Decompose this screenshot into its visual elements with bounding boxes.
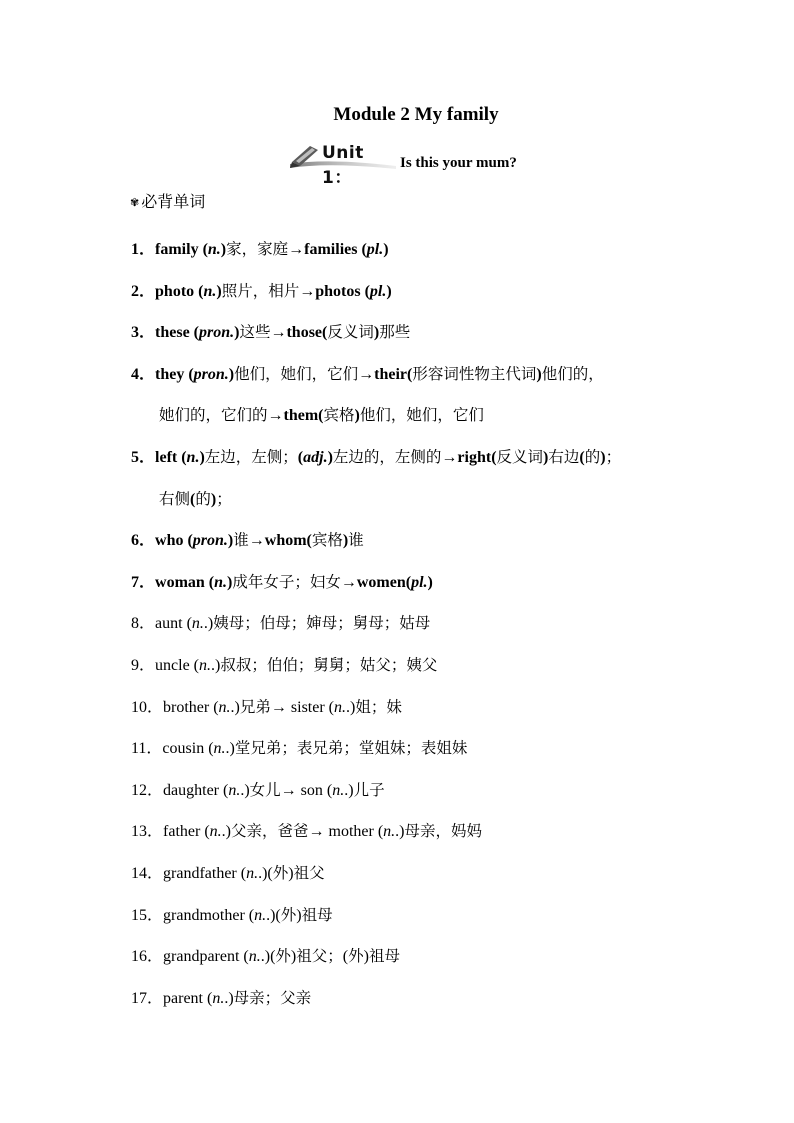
english-text: they ( [155,365,194,383]
chinese-gloss: 他们，她们，它们 [234,364,359,383]
english-text: ( [297,448,304,466]
chinese-gloss: 宾格 [323,406,355,425]
vocab-item [131,770,721,812]
item-number: 2． [131,282,156,300]
chinese-gloss: 他们的， [541,364,604,383]
chinese-gloss: 的 [195,489,211,508]
item-number: 1． [131,241,156,258]
english-text: ) [228,365,235,383]
chinese-gloss: 他们，她们，它们 [359,406,484,425]
part-of-speech: pl. [411,573,428,591]
vocab-item [131,853,721,895]
english-text: →those( [270,324,328,342]
chinese-gloss: 那些 [379,323,411,342]
item-number: 5． [131,448,156,466]
english-text: ) [210,490,217,508]
item-number: 15． [131,906,164,924]
english-text: left ( [155,448,187,466]
chinese-gloss: 谁 [233,531,249,550]
vocab-item [131,936,721,978]
english-text: parent ( [163,989,213,1007]
part-of-speech: n. [191,615,204,633]
part-of-speech: pron. [192,532,228,550]
english-text: ) [363,948,369,966]
item-number: 11． [131,740,163,758]
english-text: daughter ( [163,781,229,799]
english-text: .) [230,698,240,716]
english-text: these ( [155,324,199,342]
vocab-item [131,645,721,687]
chinese-gloss: 叔叔；伯伯；舅舅；姑父；姨父 [220,655,438,674]
english-text: grandparent ( [163,948,249,966]
vocab-item [131,562,721,604]
vocab-item [131,271,721,313]
english-text: ) [220,241,227,258]
item-number: 13． [131,823,164,841]
english-text: ) [536,365,542,383]
english-text: → son ( [280,781,333,799]
english-text: cousin ( [162,740,214,758]
english-text: →families ( [288,241,367,258]
part-of-speech: n. [203,282,217,300]
chinese-gloss: ； [216,489,232,508]
english-text: woman ( [155,573,215,591]
chinese-gloss: 外 [348,947,364,966]
english-text: ( [190,490,196,508]
vocabulary-list [131,229,721,1019]
part-of-speech: n. [246,864,259,882]
chinese-gloss: 反义词 [327,323,374,342]
part-of-speech: n. [199,656,211,674]
chinese-gloss: 照片，相片 [221,281,300,300]
english-text: .) [221,823,231,841]
chinese-gloss: 母亲，妈妈 [404,822,482,841]
english-text: brother ( [163,698,219,716]
chinese-gloss: 宾格 [311,531,343,550]
chinese-gloss: 家，家庭 [226,240,289,258]
chinese-gloss: 女儿 [249,780,281,799]
english-text: →them( [267,407,324,425]
chinese-gloss: 姐；妹 [355,697,402,716]
english-text: → sister ( [270,698,334,716]
english-text: who ( [155,532,193,550]
unit-badge [288,142,400,188]
chinese-gloss: ； [605,447,622,466]
english-text: →photos ( [299,282,370,300]
chinese-gloss: 她们的，它们的 [159,406,268,425]
english-text: family [155,241,199,258]
english-text: ) [427,573,433,591]
page-title: Module 2 My family [333,104,499,125]
part-of-speech: n. [218,698,231,716]
vocab-item [131,354,721,396]
part-of-speech: n. [383,823,396,841]
english-text: grandmother ( [163,906,255,924]
part-of-speech: pl. [366,241,384,258]
section-heading [130,189,205,212]
part-of-speech: n. [334,698,346,716]
item-number: 14． [131,864,164,882]
english-text: ) [600,448,606,466]
item-number: 12． [131,781,164,799]
unit-subtitle: Is this your mum? [400,155,517,171]
english-text: .) [240,781,250,799]
english-text: →whom( [248,532,312,550]
chinese-gloss: 反义词 [496,447,544,466]
english-text: →right( [441,448,497,466]
english-text: ) [199,448,205,466]
chinese-gloss: 外 [275,947,291,966]
vocab-item [131,229,721,271]
english-text: .) [211,656,221,674]
vocab-item-continuation [131,479,721,521]
english-text: ) [386,282,392,300]
vocab-item [131,687,721,729]
english-text: ( [198,241,208,258]
english-text: ) [216,282,222,300]
chinese-gloss: 母亲；父亲 [233,988,312,1007]
vocab-item [131,603,721,645]
vocab-item [131,437,721,479]
english-text: ) [383,241,389,258]
item-number: 4． [131,365,156,383]
chinese-gloss: 右边 [548,447,580,466]
chinese-gloss: 谁 [348,531,364,550]
part-of-speech: n. [186,448,200,466]
chinese-gloss: 左边，左侧； [204,447,298,466]
chinese-gloss: 外 [272,863,289,882]
chinese-gloss: 祖母 [301,905,333,924]
chinese-gloss: 姨母；伯母；婶母；舅母；姑母 [213,614,431,633]
english-text: .)( [266,906,281,924]
english-text: ) [288,864,294,882]
chinese-gloss: 兄弟 [239,697,271,716]
english-text: ) [227,532,234,550]
english-text: .) [344,781,354,799]
part-of-speech: pron. [193,365,229,383]
chinese-gloss: 成年女子；妇女 [232,572,341,591]
chinese-gloss: 形容词性物主代词 [412,364,537,383]
english-text: .) [203,615,214,633]
part-of-speech: pron. [199,324,235,342]
part-of-speech: n. [213,740,226,758]
english-text: ( [342,948,349,966]
english-text: .) [225,740,235,758]
english-text: father ( [163,823,210,841]
english-text: grandfather ( [163,864,247,882]
english-text: →their( [358,365,413,383]
vocab-item-continuation [131,395,721,437]
english-text: ) [290,948,297,966]
part-of-speech: n. [332,781,345,799]
part-of-speech: n. [207,241,221,258]
item-number: 17． [131,989,164,1007]
vocab-item [131,520,721,562]
english-text: ) [543,448,549,466]
chinese-gloss: 的 [584,447,601,466]
english-text: .)( [260,948,276,966]
part-of-speech: adj. [303,448,328,466]
english-text: aunt ( [155,615,192,633]
part-of-speech: n. [228,781,241,799]
english-text: ) [227,573,233,591]
item-number: 10． [131,698,164,716]
chinese-gloss: 祖父 [293,863,325,882]
item-number: 3． [131,324,156,342]
chinese-gloss: 这些 [239,323,271,342]
item-number: 6． [131,532,156,550]
english-text: photo ( [155,282,204,300]
vocab-item [131,811,721,853]
part-of-speech: n. [212,989,225,1007]
english-text: ) [354,407,360,425]
part-of-speech: n. [254,906,267,924]
english-text: .) [346,698,356,716]
english-text: .)( [258,864,273,882]
english-text: uncle ( [155,656,199,674]
english-text: ) [373,324,380,342]
unit-badge-label: Unit 1： [322,143,364,188]
english-text: ) [327,448,333,466]
chinese-gloss: 堂兄弟；表兄弟；堂姐妹；表姐妹 [234,739,468,758]
english-text: ) [296,906,302,924]
item-number: 7． [131,573,156,591]
chinese-gloss: 儿子 [353,780,385,799]
chinese-gloss: 外 [280,905,297,924]
english-text: .) [224,989,234,1007]
part-of-speech: pl. [369,282,387,300]
part-of-speech: n. [248,948,261,966]
english-text: →women( [340,573,412,591]
vocab-item [131,978,721,1020]
vocab-item [131,312,721,354]
part-of-speech: n. [214,573,228,591]
item-number: 16． [131,948,164,966]
english-text: ) [234,324,240,342]
english-text: ) [342,532,349,550]
chinese-gloss: 父亲，爸爸 [230,822,309,841]
chinese-gloss: 左边的，左侧的 [332,447,442,466]
chinese-gloss: 祖母 [368,947,400,966]
vocab-item [131,895,721,937]
vocab-item [131,728,721,770]
flower-icon: ✾ [130,196,140,209]
english-text: → mother ( [308,823,384,841]
chinese-gloss: 祖父； [296,947,343,966]
english-text: ( [579,448,585,466]
english-text: .) [395,823,405,841]
chinese-gloss: 右侧 [159,489,191,508]
section-title: 必背单词 [141,192,206,211]
item-number: 9． [131,656,156,674]
item-number: 8． [131,615,156,633]
part-of-speech: n. [209,823,222,841]
